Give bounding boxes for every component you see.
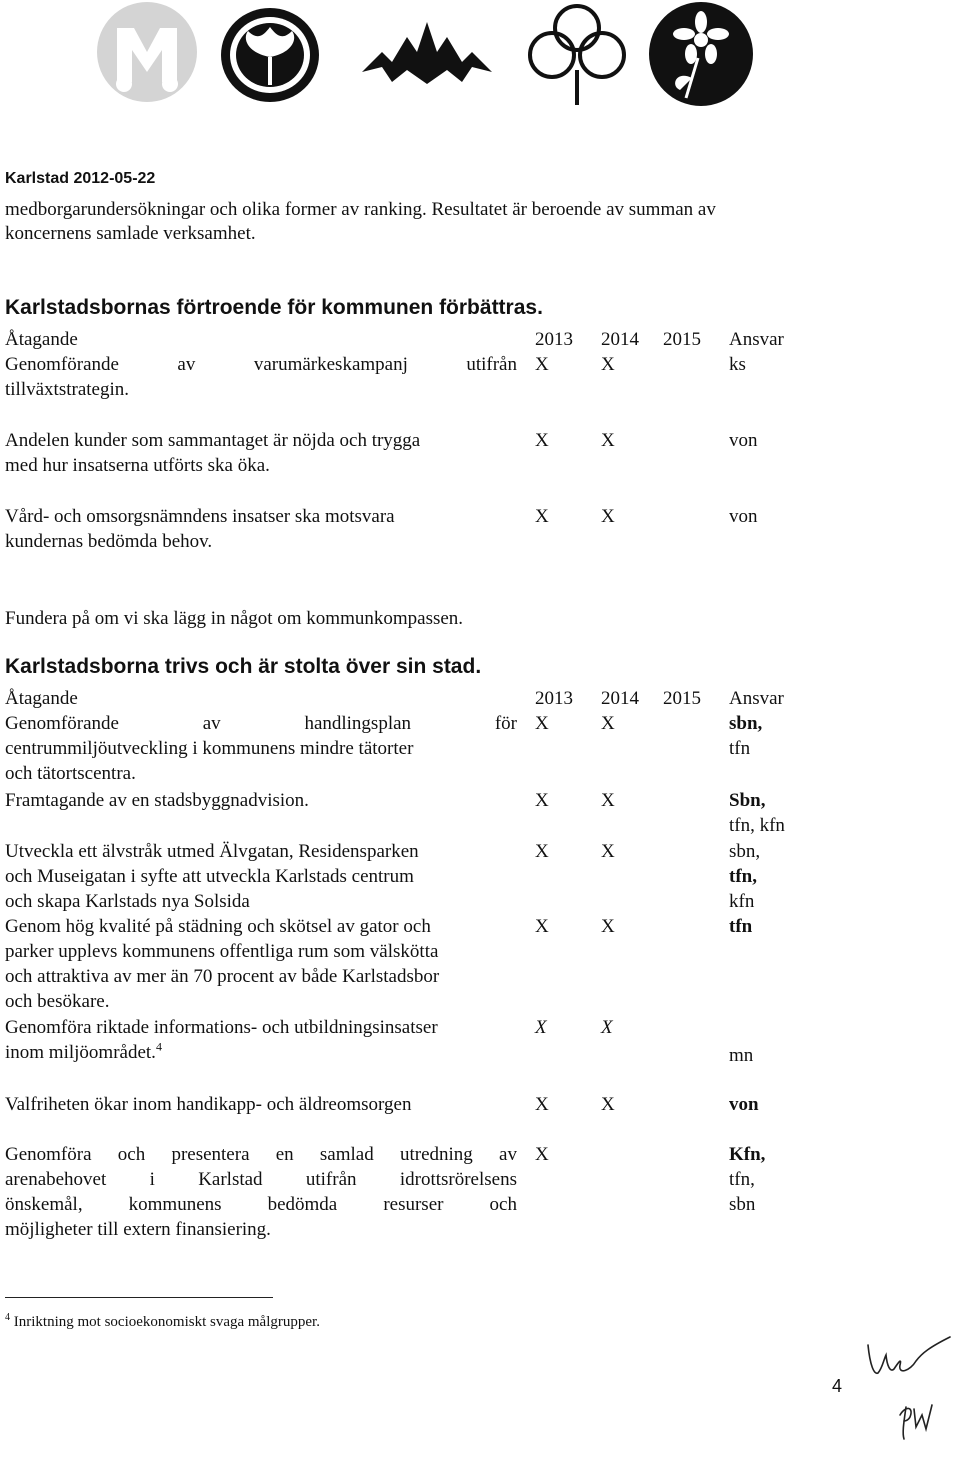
col-atagande: Åtagande [5,329,78,350]
cell-2014: X [601,1094,615,1115]
footnote-divider [5,1297,273,1298]
cell-ansvar-1: tfn [729,916,753,937]
cell-ansvar-2: tfn, [729,1169,755,1190]
row-text-line2: parker upplevs kommunens offentliga rum som välskötta [5,941,439,962]
word: i [149,1169,155,1190]
intro-line-2: koncernens samlade verksamhet. [5,223,256,244]
cell-ansvar-1: sbn, [729,841,761,862]
cell-2013: X [535,430,549,451]
kristdemokraterna-logo [522,0,632,110]
col-atagande: Åtagande [5,688,78,709]
word: av [202,713,221,734]
cell-2013: X [535,916,549,937]
row-text-line3: och skapa Karlstads nya Solsida [5,891,250,912]
section2-heading: Karlstadsborna trivs och är stolta över sin stad. [5,655,482,678]
cell-ansvar-2: tfn, kfn [729,815,785,836]
row-text-line3: och attraktiva av mer än 70 procent av både Karlstadsbor [5,966,440,987]
word: och [117,1144,146,1165]
footnote-text: Inriktning mot socioekonomiskt svaga målgrupper. [13,1314,320,1330]
date-line: Karlstad 2012-05-22 [5,170,156,187]
word: varumärkeskampanj [253,354,408,375]
cell-ansvar-1: mn [729,1045,754,1066]
cell-2013: X [535,506,549,527]
row-text-line2 [5,1040,517,1065]
cell-ansvar-3: kfn [729,891,755,912]
word: Karlstad [198,1169,263,1190]
row-text-line1 [5,352,517,377]
word: idrottsrörelsens [399,1169,517,1190]
word: utredning [399,1144,473,1165]
row-text-line4: och besökare. [5,991,110,1012]
cell-2014: X [601,1017,613,1038]
col-2014: 2014 [601,688,639,709]
cell-ansvar: von [729,506,758,527]
word: utifrån [466,354,517,375]
word: och [489,1194,517,1215]
sverigedemokraterna-logo [646,0,756,110]
cell-2014: X [601,430,615,451]
word: bedömda [267,1194,338,1215]
cell-2013: X [535,354,549,375]
cell-2014: X [601,790,615,811]
handwritten-initials [860,1335,956,1445]
footnote [5,1314,320,1331]
row-text-line1: Valfriheten ökar inom handikapp- och äldreomsorgen [5,1094,412,1115]
word: Genomföra [5,1144,92,1165]
cell-2013: X [535,713,549,734]
cell-2013: X [535,790,549,811]
cell-ansvar: ks [729,354,746,375]
word: av [499,1144,517,1165]
cell-2013: X [535,841,549,862]
cell-ansvar-1: sbn, [729,713,763,734]
section1-note: Fundera på om vi ska lägg in något om kommunkompassen. [5,608,464,629]
cell-2013: X [535,1094,549,1115]
col-2015: 2015 [663,688,701,709]
row-text-line1: Andelen kunder som sammantaget är nöjda och trygga [5,430,421,451]
page-number: 4 [832,1376,843,1396]
row-text-line1: Genom hög kvalité på städning och skötsel av gator och [5,916,431,937]
centerpartiet-logo [218,5,323,105]
word: arenabehovet [5,1169,107,1190]
col-2014: 2014 [601,329,639,350]
word: en [275,1144,294,1165]
cell-ansvar-3: sbn [729,1194,756,1215]
row-text-line1 [5,711,517,736]
word: av [177,354,196,375]
row-text-line2: tillväxtstrategin. [5,379,130,400]
row-text-line1: Framtagande av en stadsbyggnadvision. [5,790,309,811]
row-text-line2: kundernas bedömda behov. [5,531,213,552]
row-text-line1 [5,1142,517,1167]
row-text-line2: centrummiljöutveckling i kommunens mindre tätorter [5,738,414,759]
word: för [494,713,517,734]
cell-2013: X [535,1017,547,1038]
cell-2014: X [601,841,615,862]
word: kommunens [128,1194,222,1215]
row-text-line1: Genomföra riktade informations- och utbildningsinsatser [5,1017,438,1038]
moderaterna-logo [92,0,202,110]
col-2015: 2015 [663,329,701,350]
row-text-line1: Utveckla ett älvstråk utmed Älvgatan, Residensparken [5,841,419,862]
footnote-number: 4 [5,1312,10,1323]
word: önskemål, [5,1194,83,1215]
col-2013: 2013 [535,688,573,709]
cell-2013: X [535,1144,549,1165]
word: samlad [319,1144,374,1165]
row-text-line1: Vård- och omsorgsnämndens insatser ska motsvara [5,506,395,527]
party-logos [0,0,960,125]
word: presentera [171,1144,250,1165]
cell-2014: X [601,916,615,937]
cell-2014: X [601,354,615,375]
word: utifrån [305,1169,357,1190]
folkpartiet-logo [352,12,502,97]
word: Genomförande [5,713,119,734]
word: resurser [383,1194,444,1215]
cell-ansvar-1: von [729,1094,759,1115]
col-ansvar: Ansvar [729,329,784,350]
cell-ansvar-2: tfn, [729,866,757,887]
intro-line-1: medborgarundersökningar och olika former av ranking. Resultatet är beroende av summan av [5,199,716,220]
footnote-ref: 4 [155,1039,162,1054]
word: handlingsplan [304,713,412,734]
row-text-line3: och tätortscentra. [5,763,136,784]
cell-ansvar-1: Kfn, [729,1144,766,1165]
line-text: inom miljöområdet. [5,1042,156,1063]
row-text-line2 [5,1167,517,1192]
row-text-line3 [5,1192,517,1217]
cell-ansvar-2: tfn [729,738,751,759]
cell-ansvar: von [729,430,758,451]
word: Genomförande [5,354,119,375]
section1-heading: Karlstadsbornas förtroende för kommunen förbättras. [5,296,543,319]
row-text-line4: möjligheter till extern finansiering. [5,1219,271,1240]
col-2013: 2013 [535,329,573,350]
row-text-line2: med hur insatserna utförts ska öka. [5,455,270,476]
cell-2014: X [601,506,615,527]
cell-2014: X [601,713,615,734]
row-text-line2: och Museigatan i syfte att utveckla Karlstads centrum [5,866,414,887]
cell-ansvar-1: Sbn, [729,790,766,811]
col-ansvar: Ansvar [729,688,784,709]
